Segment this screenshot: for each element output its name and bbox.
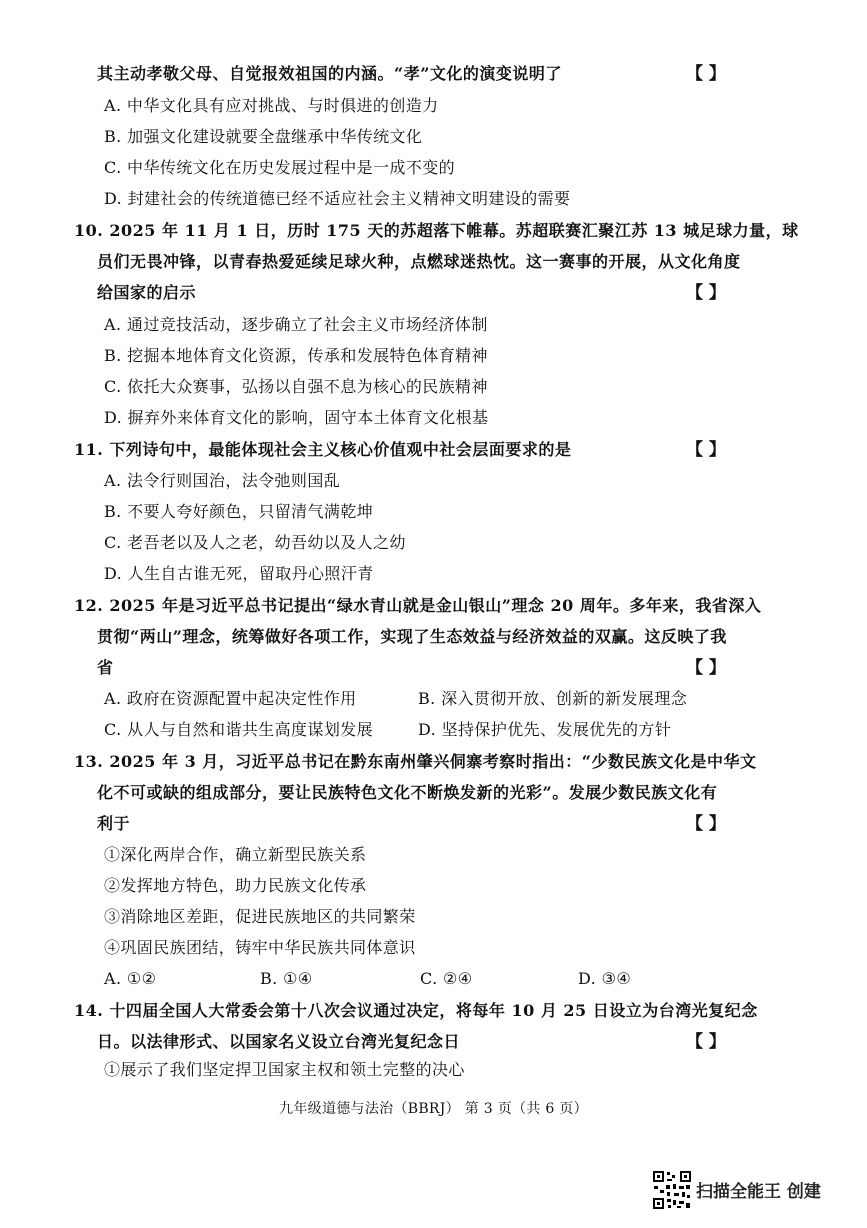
q10-option-c: C. 依托大众赛事，弘扬以自强不息为核心的民族精神 [104,377,488,396]
q9-option-b: B. 加强文化建设就要全盘继承中华传统文化 [104,127,423,146]
q14-stem-line2: 日。以法律形式、以国家名义设立台湾光复纪念日 [97,1032,461,1051]
q12-option-c: C. 从人与自然和谐共生高度谋划发展 [104,720,374,739]
q11-stem: 11. 下列诗句中，最能体现社会主义核心价值观中社会层面要求的是 [74,440,572,459]
page-footer: 九年级道德与法治（BBRJ） 第 3 页（共 6 页） [279,1101,588,1117]
q12-option-b: B. 深入贯彻开放、创新的新发展理念 [418,689,688,708]
q10-stem-line1: 10. 2025 年 11 月 1 日，历时 175 天的苏超落下帷幕。苏超联赛汇聚江苏 13 城足球力量，球 [74,221,799,240]
q13-stem-line1: 13. 2025 年 3 月，习近平总书记在黔东南州肇兴侗寨考察时指出：“少数民族文化是中华文 [74,752,757,771]
q12-stem-line3: 省 [97,658,114,677]
qr-code-icon [652,1170,692,1210]
q11-option-b: B. 不要人夸好颜色，只留清气满乾坤 [104,502,374,521]
q11-option-c: C. 老吾老以及人之老，幼吾幼以及人之幼 [104,533,406,552]
q10-option-d: D. 摒弃外来体育文化的影响，固守本土体育文化根基 [104,408,489,427]
q10-option-b: B. 挖掘本地体育文化资源，传承和发展特色体育精神 [104,346,488,365]
q12-option-a: A. 政府在资源配置中起决定性作用 [104,689,357,708]
q13-option-d: D. ③④ [578,969,632,988]
q10-option-a: A. 通过竞技活动，逐步确立了社会主义市场经济体制 [104,315,488,334]
answer-bracket-q12: 【 】 [686,658,726,678]
q9-stem-continuation: 其主动孝敬父母、自觉报效祖国的内涵。“孝”文化的演变说明了 [97,64,562,83]
answer-bracket-q11: 【 】 [686,440,726,460]
q13-statement-1: ①深化两岸合作，确立新型民族关系 [104,845,367,864]
answer-bracket-q14: 【 】 [686,1032,726,1052]
q13-option-b: B. ①④ [260,969,313,988]
watermark-text: 扫描全能王 创建 [696,1182,821,1202]
q13-option-a: A. ①② [104,969,157,988]
answer-bracket-q9: 【 】 [686,64,726,84]
answer-bracket-q10: 【 】 [686,283,726,303]
q13-statement-4: ④巩固民族团结，铸牢中华民族共同体意识 [104,938,416,957]
q11-option-d: D. 人生自古谁无死，留取丹心照汗青 [104,564,374,583]
q13-stem-line3: 利于 [97,814,131,833]
q12-stem-line1: 12. 2025 年是习近平总书记提出“绿水青山就是金山银山”理念 20 周年。多年来，我省深入 [74,596,762,615]
q14-statement-1: ①展示了我们坚定捍卫国家主权和领土完整的决心 [104,1060,465,1079]
q9-option-d: D. 封建社会的传统道德已经不适应社会主义精神文明建设的需要 [104,189,571,208]
q13-statement-2: ②发挥地方特色，助力民族文化传承 [104,876,367,895]
q13-stem-line2: 化不可或缺的组成部分，要让民族特色文化不断焕发新的光彩”。发展少数民族文化有 [97,783,718,802]
q9-option-a: A. 中华文化具有应对挑战、与时俱进的创造力 [104,96,439,115]
q11-option-a: A. 法令行则国治，法令弛则国乱 [104,471,341,490]
q12-option-d: D. 坚持保护优先、发展优先的方针 [418,720,672,739]
q10-stem-line2: 员们无畏冲锋，以青春热爱延续足球火种，点燃球迷热忱。这一赛事的开展，从文化角度 [97,252,741,271]
q13-statement-3: ③消除地区差距，促进民族地区的共同繁荣 [104,907,416,926]
q14-stem-line1: 14. 十四届全国人大常委会第十八次会议通过决定，将每年 10 月 25 日设立为台湾光复纪念 [74,1001,758,1020]
q13-option-c: C. ②④ [420,969,473,988]
answer-bracket-q13: 【 】 [686,814,726,834]
q10-stem-line3: 给国家的启示 [97,283,197,302]
q12-stem-line2: 贯彻“两山”理念，统筹做好各项工作，实现了生态效益与经济效益的双赢。这反映了我 [97,627,727,646]
q9-option-c: C. 中华传统文化在历史发展过程中是一成不变的 [104,158,456,177]
